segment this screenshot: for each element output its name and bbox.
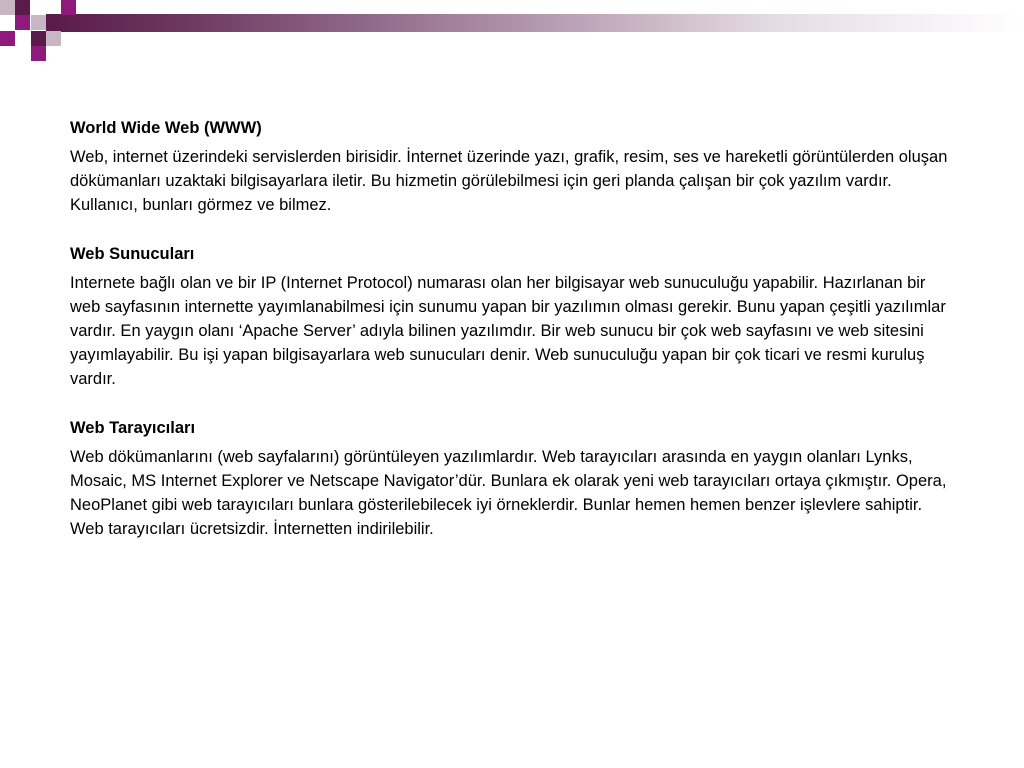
header-square [61,0,76,15]
header-square [31,46,46,61]
slide-content [70,116,960,566]
header-square [31,15,46,30]
header-square [0,0,15,15]
header-gradient-bar [46,14,1024,32]
section-body: Internete bağlı olan ve bir IP (Internet Protocol) numarası olan her bilgisayar web sunuculuğu yapabilir. Hazırlanan bir web sayfasının internette yayımlanabilmesi için sunumu yapan bir yazılımın olması gerekir. Bunu yapan çeşitli yazılımlar vardır. En yaygın olanı ‘Apache Server’ adıyla bilinen yazılımdır. Bir web sunucu bir çok web sayfasını ve web sitesini yayımlayabilir. Bu işi yapan bilgisayarlara web sunucuları denir. Web sunuculuğu yapan bir çok ticari ve resmi kuruluş vardır. [70,274,946,388]
header-square [46,31,61,46]
section-title: Web Tarayıcıları [70,419,196,437]
header-square [15,0,30,15]
section-body: Web dökümanlarını (web sayfalarını) görüntüleyen yazılımlardır. Web tarayıcıları arasında en yaygın olanları Lynks, Mosaic, MS Internet Explorer ve Netscape Navigator’dür. Bunlara ek olarak yeni web tarayıcıları ortaya çıkmıştır. Opera, NeoPlanet gibi web tarayıcıları bunlara gösterilebilecek iyi örneklerdir. Bunlar hemen hemen benzer işlevlere sahiptir. Web tarayıcıları ücretsizdir. İnternetten indirilebilir. [70,448,947,538]
header-square [31,31,46,46]
header-square [0,31,15,46]
section-web-servers [70,242,960,391]
header-decoration [0,0,1024,64]
section-body: Web, internet üzerindeki servislerden birisidir. İnternet üzerinde yazı, grafik, resim, ses ve hareketli görüntülerden oluşan dökümanları uzaktaki bilgisayarlara iletir. Bu hizmetin görülebilmesi için geri planda çalışan bir çok yazılım vardır. Kullanıcı, bunları görmez ve bilmez. [70,148,948,214]
header-square [15,15,30,30]
header-square [31,0,46,15]
section-web-browsers [70,416,960,541]
section-www [70,116,960,217]
section-title: Web Sunucuları [70,245,195,263]
section-title: World Wide Web (WWW) [70,119,262,137]
